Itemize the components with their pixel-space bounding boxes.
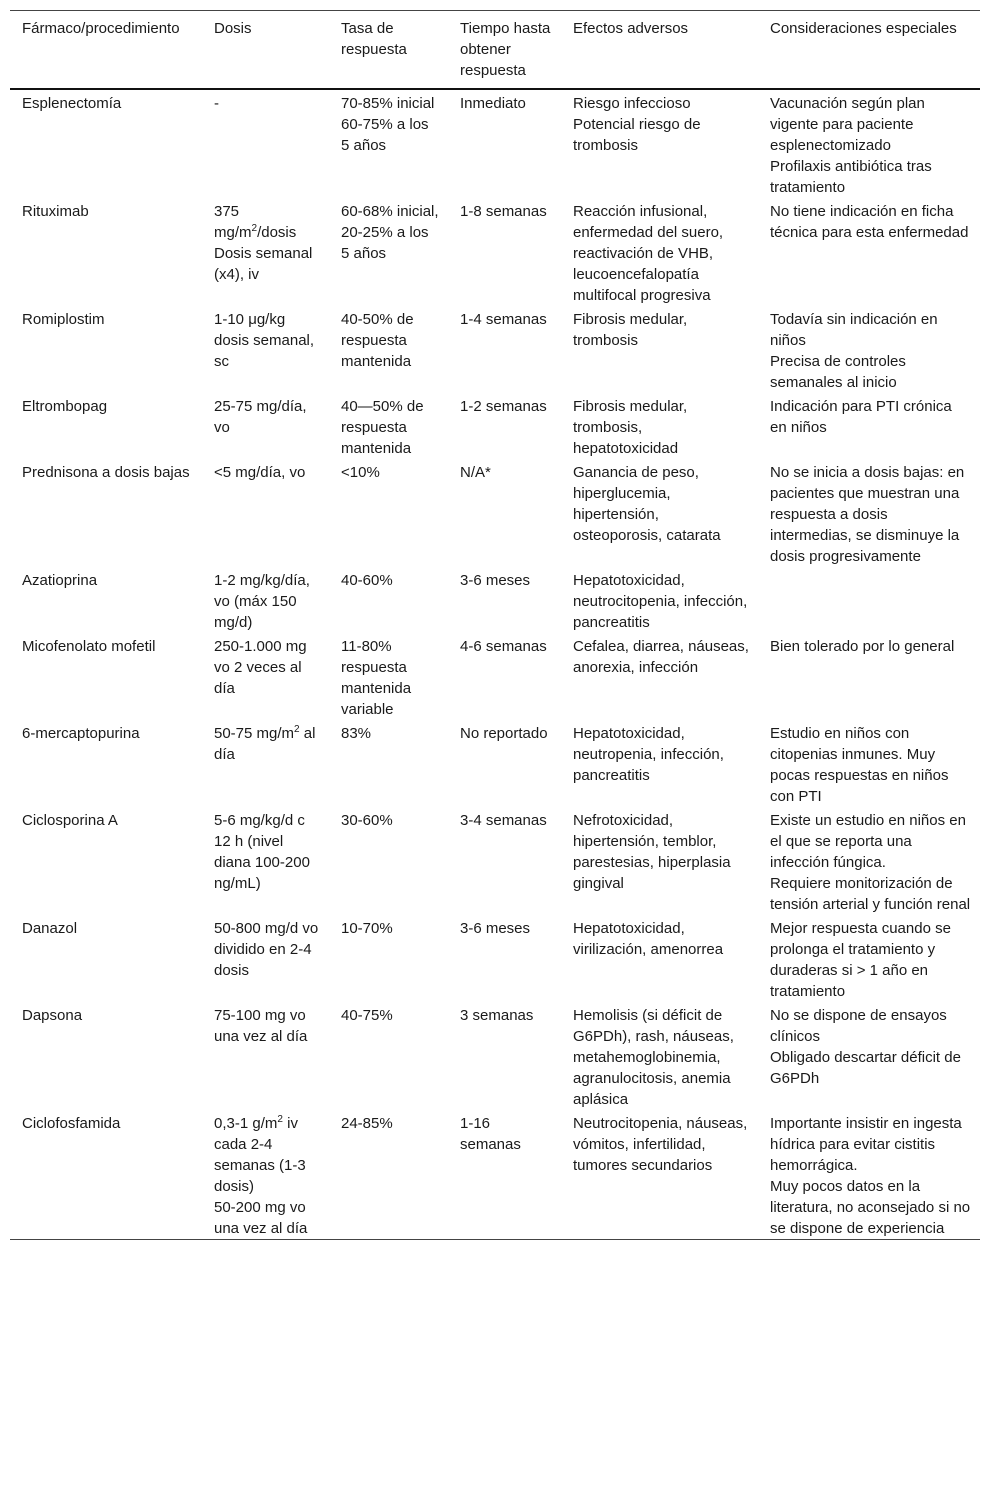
notes-line: Muy pocos datos en la literatura, no aconsejado si no se dispone de experiencia — [770, 1178, 971, 1237]
adverse-line: Reacción infusional, enfermedad del suero, reactivación de VHB, leucoencefalopatía multifocal progresiva — [573, 203, 724, 304]
cell-time — [448, 720, 561, 807]
adverse-line: Nefrotoxicidad, hipertensión, temblor, parestesias, hiperplasia gingival — [573, 812, 731, 892]
cell-notes — [758, 89, 980, 198]
dose-line: 1-10 μg/kg dosis semanal, sc — [214, 311, 315, 370]
notes-line: Precisa de controles semanales al inicio — [770, 353, 906, 391]
adverse-line: Hepatotoxicidad, neutrocitopenia, infección, pancreatitis — [573, 572, 748, 631]
dose-text: 0,3-1 g/m — [214, 1115, 278, 1132]
cell-drug: Esplenectomía — [22, 95, 122, 112]
cell-rate — [329, 1002, 448, 1110]
cell-drug: Danazol — [22, 920, 78, 937]
cell-notes — [758, 915, 980, 1002]
notes-line: Mejor respuesta cuando se prolonga el tratamiento y duraderas si > 1 año en tratamiento — [770, 920, 951, 1000]
cell-rate — [329, 633, 448, 720]
adverse-line: Hepatotoxicidad, virilización, amenorrea — [573, 920, 724, 958]
cell-rate — [329, 720, 448, 807]
notes-line: No tiene indicación en ficha técnica para esta enfermedad — [770, 203, 969, 241]
notes-line: Requiere monitorización de tensión arterial y función renal — [770, 875, 971, 913]
table-row — [10, 915, 980, 1002]
adverse-line: Neutrocitopenia, náuseas, vómitos, infertilidad, tumores secundarios — [573, 1115, 748, 1174]
cell-drug: Rituximab — [22, 203, 89, 220]
dose-text: 50-75 mg/m — [214, 725, 295, 742]
time-line: N/A* — [460, 464, 491, 481]
notes-line: Bien tolerado por lo general — [770, 638, 955, 655]
dose-with-superscript — [214, 1113, 321, 1197]
dose-with-superscript — [214, 723, 321, 765]
cell-time — [448, 459, 561, 567]
header-drug: Fármaco/procedimiento — [22, 20, 180, 37]
cell-adverse — [561, 807, 758, 915]
rate-line: 20-25% a los 5 años — [341, 224, 429, 262]
dose-superscript: 2 — [277, 1114, 283, 1125]
cell-drug: Romiplostim — [22, 311, 105, 328]
dose-line: 250-1.000 mg vo 2 veces al día — [214, 638, 307, 697]
rate-line: 11-80% respuesta mantenida variable — [341, 638, 412, 718]
header-dose: Dosis — [214, 20, 252, 37]
cell-time — [448, 567, 561, 633]
cell-time — [448, 393, 561, 459]
table-row — [10, 567, 980, 633]
cell-notes — [758, 807, 980, 915]
cell-notes — [758, 567, 980, 633]
dose-text: al día — [214, 725, 316, 763]
cell-drug: Micofenolato mofetil — [22, 638, 156, 655]
cell-notes — [758, 393, 980, 459]
dose-with-superscript — [214, 201, 321, 243]
dose-line: 1-2 mg/kg/día, vo (máx 150 mg/d) — [214, 572, 310, 631]
cell-adverse — [561, 720, 758, 807]
rate-line: 60-68% inicial, — [341, 203, 439, 220]
dose-line: - — [214, 95, 219, 112]
cell-adverse — [561, 89, 758, 198]
cell-dose — [202, 633, 329, 720]
notes-line: Existe un estudio en niños en el que se reporta una infección fúngica. — [770, 812, 966, 871]
dose-superscript: 2 — [251, 223, 258, 234]
cell-dose — [202, 807, 329, 915]
cell-rate — [329, 1110, 448, 1240]
treatment-table-container — [10, 10, 980, 1240]
cell-dose — [202, 720, 329, 807]
adverse-line: Hepatotoxicidad, neutropenia, infección, pancreatitis — [573, 725, 724, 784]
cell-time — [448, 1002, 561, 1110]
header-time: Tiempo hasta obtener respuesta — [460, 20, 551, 79]
cell-notes — [758, 1002, 980, 1110]
rate-line: 40-75% — [341, 1007, 393, 1024]
cell-adverse — [561, 393, 758, 459]
notes-line: Todavía sin indicación en niños — [770, 311, 938, 349]
table-row — [10, 807, 980, 915]
table-row — [10, 1002, 980, 1110]
table-row — [10, 306, 980, 393]
rate-line: 40—50% de respuesta mantenida — [341, 398, 424, 457]
table-body — [10, 89, 980, 1240]
dose-line: 25-75 mg/día, vo — [214, 398, 307, 436]
adverse-line: Ganancia de peso, hiperglucemia, hipertensión, osteoporosis, catarata — [573, 464, 721, 544]
table-header — [10, 11, 980, 90]
cell-rate — [329, 198, 448, 306]
adverse-line: Fibrosis medular, trombosis — [573, 311, 688, 349]
time-line: 1-4 semanas — [460, 311, 547, 328]
cell-time — [448, 633, 561, 720]
rate-line: 24-85% — [341, 1115, 393, 1132]
cell-time — [448, 89, 561, 198]
time-line: 3 semanas — [460, 1007, 534, 1024]
dose-line: 75-100 mg vo una vez al día — [214, 1007, 308, 1045]
cell-rate — [329, 567, 448, 633]
time-line: 1-8 semanas — [460, 203, 547, 220]
cell-dose — [202, 393, 329, 459]
cell-dose — [202, 89, 329, 198]
treatment-table — [10, 10, 980, 1240]
cell-dose — [202, 306, 329, 393]
cell-rate — [329, 393, 448, 459]
cell-rate — [329, 89, 448, 198]
cell-rate — [329, 807, 448, 915]
dose-text: /dosis — [257, 224, 297, 241]
time-line: 1-2 semanas — [460, 398, 547, 415]
time-line: 3-6 meses — [460, 920, 531, 937]
notes-line: Importante insistir en ingesta hídrica para evitar cistitis hemorrágica. — [770, 1115, 962, 1174]
cell-time — [448, 1110, 561, 1240]
cell-dose — [202, 198, 329, 306]
rate-line: 40-50% de respuesta mantenida — [341, 311, 414, 370]
adverse-line: Riesgo infeccioso — [573, 95, 691, 112]
cell-notes — [758, 1110, 980, 1240]
cell-notes — [758, 198, 980, 306]
table-row — [10, 459, 980, 567]
time-line: 1-16 semanas — [460, 1115, 521, 1153]
cell-rate — [329, 915, 448, 1002]
cell-dose — [202, 1110, 329, 1240]
cell-rate — [329, 306, 448, 393]
cell-adverse — [561, 915, 758, 1002]
dose-line: 50-800 mg/d vo dividido en 2-4 dosis — [214, 920, 319, 979]
adverse-line: Hemolisis (si déficit de G6PDh), rash, náuseas, metahemoglobinemia, agranulocitosis, anemia aplásica — [573, 1007, 734, 1108]
time-line: 4-6 semanas — [460, 638, 547, 655]
header-row — [10, 11, 980, 90]
notes-line: Profilaxis antibiótica tras tratamiento — [770, 158, 932, 196]
adverse-line: Cefalea, diarrea, náuseas, anorexia, infección — [573, 638, 749, 676]
cell-adverse — [561, 1110, 758, 1240]
table-row — [10, 1110, 980, 1240]
time-line: 3-4 semanas — [460, 812, 547, 829]
cell-adverse — [561, 633, 758, 720]
notes-line: Estudio en niños con citopenias inmunes. Muy pocas respuestas en niños con PTI — [770, 725, 949, 805]
notes-line: No se inicia a dosis bajas: en pacientes que muestran una respuesta a dosis intermedias, se disminuye la dosis progresivamente — [770, 464, 965, 565]
dose-line: 50-200 mg vo una vez al día — [214, 1199, 308, 1237]
cell-dose — [202, 567, 329, 633]
cell-time — [448, 915, 561, 1002]
cell-time — [448, 807, 561, 915]
dose-text: 375 mg/m — [214, 203, 252, 241]
dose-line: Dosis semanal (x4), iv — [214, 245, 313, 283]
cell-drug: Prednisona a dosis bajas — [22, 464, 190, 481]
rate-line: 70-85% inicial — [341, 95, 435, 112]
table-row — [10, 89, 980, 198]
cell-drug: 6-mercaptopurina — [22, 725, 140, 742]
table-row — [10, 198, 980, 306]
table-row — [10, 720, 980, 807]
header-adverse: Efectos adversos — [573, 20, 689, 37]
cell-notes — [758, 459, 980, 567]
rate-line: 60-75% a los 5 años — [341, 116, 429, 154]
cell-adverse — [561, 567, 758, 633]
rate-line: <10% — [341, 464, 380, 481]
cell-notes — [758, 306, 980, 393]
cell-notes — [758, 633, 980, 720]
cell-drug: Ciclosporina A — [22, 812, 118, 829]
cell-adverse — [561, 306, 758, 393]
dose-line: <5 mg/día, vo — [214, 464, 306, 481]
rate-line: 30-60% — [341, 812, 393, 829]
adverse-line: Potencial riesgo de trombosis — [573, 116, 701, 154]
header-notes: Consideraciones especiales — [770, 20, 957, 37]
adverse-line: Fibrosis medular, trombosis, hepatotoxicidad — [573, 398, 688, 457]
notes-line: Indicación para PTI crónica en niños — [770, 398, 952, 436]
cell-time — [448, 198, 561, 306]
rate-line: 83% — [341, 725, 372, 742]
dose-line: 5-6 mg/kg/d c 12 h (nivel diana 100-200 ng/mL) — [214, 812, 310, 892]
notes-line: Obligado descartar déficit de G6PDh — [770, 1049, 961, 1087]
cell-drug: Azatioprina — [22, 572, 98, 589]
cell-rate — [329, 459, 448, 567]
time-line: Inmediato — [460, 95, 526, 112]
rate-line: 40-60% — [341, 572, 393, 589]
cell-notes — [758, 720, 980, 807]
cell-drug: Eltrombopag — [22, 398, 108, 415]
cell-drug: Dapsona — [22, 1007, 83, 1024]
rate-line: 10-70% — [341, 920, 393, 937]
notes-line: Vacunación según plan vigente para paciente esplenectomizado — [770, 95, 925, 154]
notes-line: No se dispone de ensayos clínicos — [770, 1007, 947, 1045]
cell-adverse — [561, 198, 758, 306]
cell-adverse — [561, 459, 758, 567]
dose-text: iv cada 2-4 semanas (1-3 dosis) — [214, 1115, 306, 1195]
cell-dose — [202, 915, 329, 1002]
cell-adverse — [561, 1002, 758, 1110]
table-row — [10, 633, 980, 720]
cell-dose — [202, 459, 329, 567]
table-row — [10, 393, 980, 459]
cell-dose — [202, 1002, 329, 1110]
header-rate: Tasa de respuesta — [341, 20, 407, 58]
dose-superscript: 2 — [294, 724, 300, 735]
time-line: No reportado — [460, 725, 548, 742]
time-line: 3-6 meses — [460, 572, 531, 589]
cell-drug: Ciclofosfamida — [22, 1115, 121, 1132]
cell-time — [448, 306, 561, 393]
